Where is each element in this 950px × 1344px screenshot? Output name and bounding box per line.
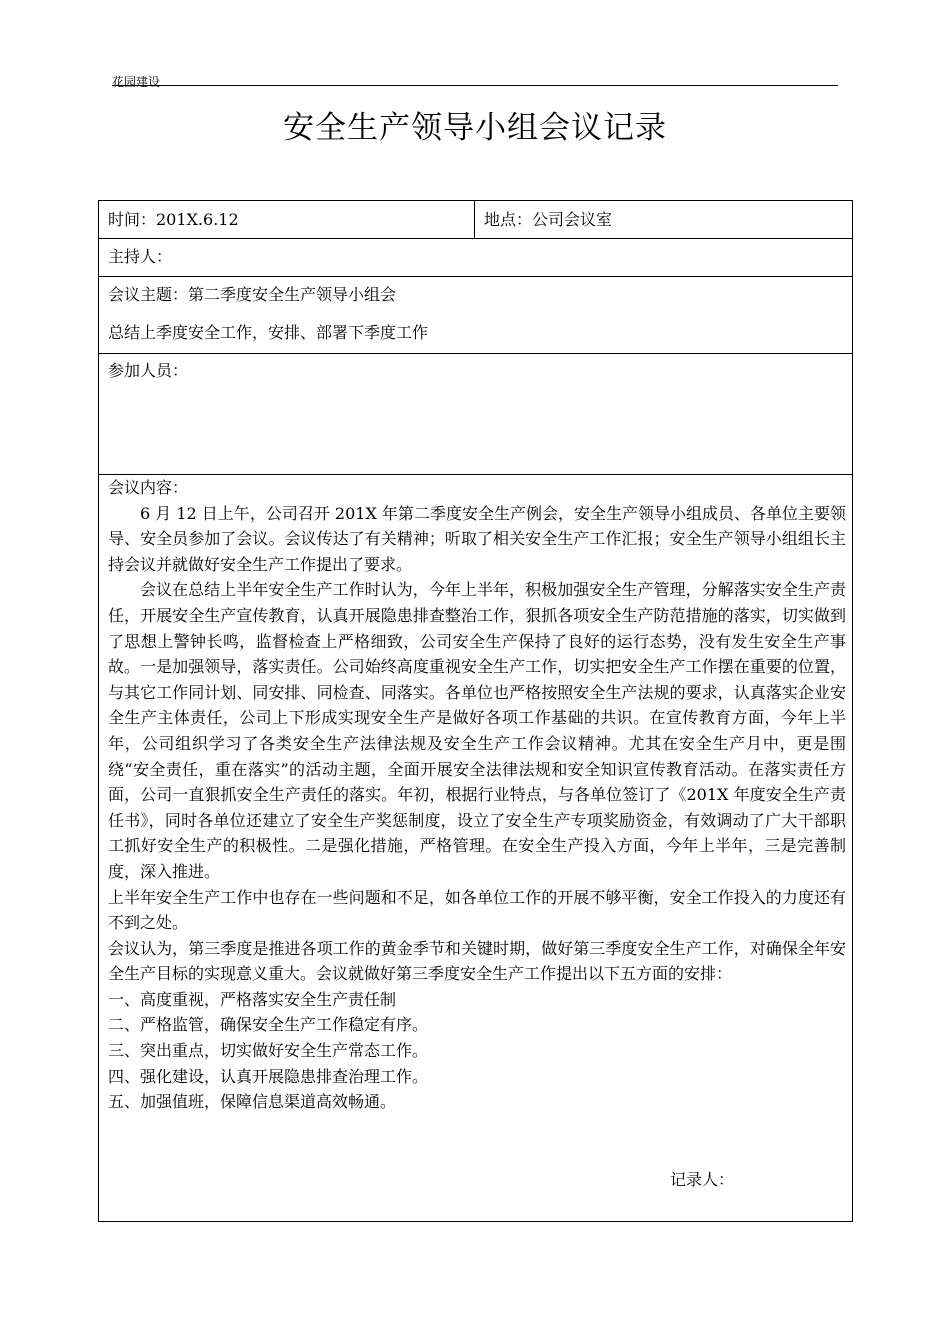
host-field: 主持人： <box>108 247 173 266</box>
row-attendees <box>99 354 852 475</box>
content-paragraph: 上半年安全生产工作中也存在一些问题和不足，如各单位工作的开展不够平衡，安全工作投入的力度还有不到之处。 <box>108 887 846 933</box>
recorder-field: 记录人： <box>669 1170 734 1189</box>
arrangement-item: 三、突出重点，切实做好安全生产常态工作。 <box>108 1041 429 1061</box>
attendees-field: 参加人员： <box>108 361 189 380</box>
header-company: 花园建设 <box>112 75 161 89</box>
time-field: 时间：201X.6.12 <box>108 210 239 229</box>
header-divider <box>112 85 838 86</box>
topic-line-2: 总结上季度安全工作，安排、部署下季度工作 <box>108 323 429 342</box>
arrangement-item: 四、强化建设，认真开展隐患排查治理工作。 <box>108 1066 429 1086</box>
location-field: 地点：公司会议室 <box>484 210 613 229</box>
row-host <box>99 239 852 277</box>
meeting-content <box>108 475 846 1115</box>
content-label: 会议内容： <box>108 478 189 497</box>
column-divider <box>474 201 475 239</box>
document-title: 安全生产领导小组会议记录 <box>283 110 667 146</box>
arrangement-item: 一、高度重视，严格落实安全生产责任制 <box>108 989 397 1009</box>
row-topic <box>99 277 852 354</box>
meeting-record-form <box>98 200 853 1222</box>
content-paragraph: 会议认为，第三季度是推进各项工作的黄金季节和关键时期，做好第三季度安全生产工作，对确保全年安全生产目标的实现意义重大。会议就做好第三季度安全生产工作提出以下五方面的安排： <box>108 938 846 984</box>
content-paragraph: 会议在总结上半年安全生产工作时认为，今年上半年，积极加强安全生产管理，分解落实安全生产责任，开展安全生产宣传教育，认真开展隐患排查整治工作，狠抓各项安全生产防范措施的落实，切实做到了思想上警钟长鸣，监督检查上严格细致，公司安全生产保持了良好的运行态势，没有发生安全生产事故。一是加强领导，落实责任。公司始终高度重视安全生产工作，切实把安全生产工作摆在重要的位置，与其它工作同计划、同安排、同检查、同落实。各单位也严格按照安全生产法规的要求，认真落实企业安全生产主体责任，公司上下形成实现安全生产是做好各项工作基础的共识。在宣传教育方面，今年上半年，公司组织学习了各类安全生产法律法规及安全生产工作会议精神。尤其在安全生产月中，更是围绕“安全责任，重在落实”的活动主题，全面开展安全法律法规和安全知识宣传教育活动。在落实责任方面，公司一直狠抓安全生产责任的落实。年初，根据行业特点，与各单位签订了《201X 年度安全生产责任书》，同时各单位还建立了安全生产奖惩制度，设立了安全生产专项奖励资金，有效调动了广大干部职工抓好安全生产的积极性。二是强化措施，严格管理。在安全生产投入方面，今年上半年，三是完善制度，深入推进。 <box>108 580 846 881</box>
topic-line-1: 会议主题：第二季度安全生产领导小组会 <box>108 285 397 304</box>
content-paragraph: 6 月 12 日上午，公司召开 201X 年第二季度安全生产例会，安全生产领导小组成员、各单位主要领导、安全员参加了会议。会议传达了有关精神；听取了相关安全生产工作汇报；安全生产领导小组组长主持会议并就做好安全生产工作提出了要求。 <box>108 503 846 574</box>
row-time-location <box>99 201 852 239</box>
arrangement-item: 五、加强值班，保障信息渠道高效畅通。 <box>108 1092 397 1112</box>
arrangement-item: 二、严格监管，确保安全生产工作稳定有序。 <box>108 1015 429 1035</box>
